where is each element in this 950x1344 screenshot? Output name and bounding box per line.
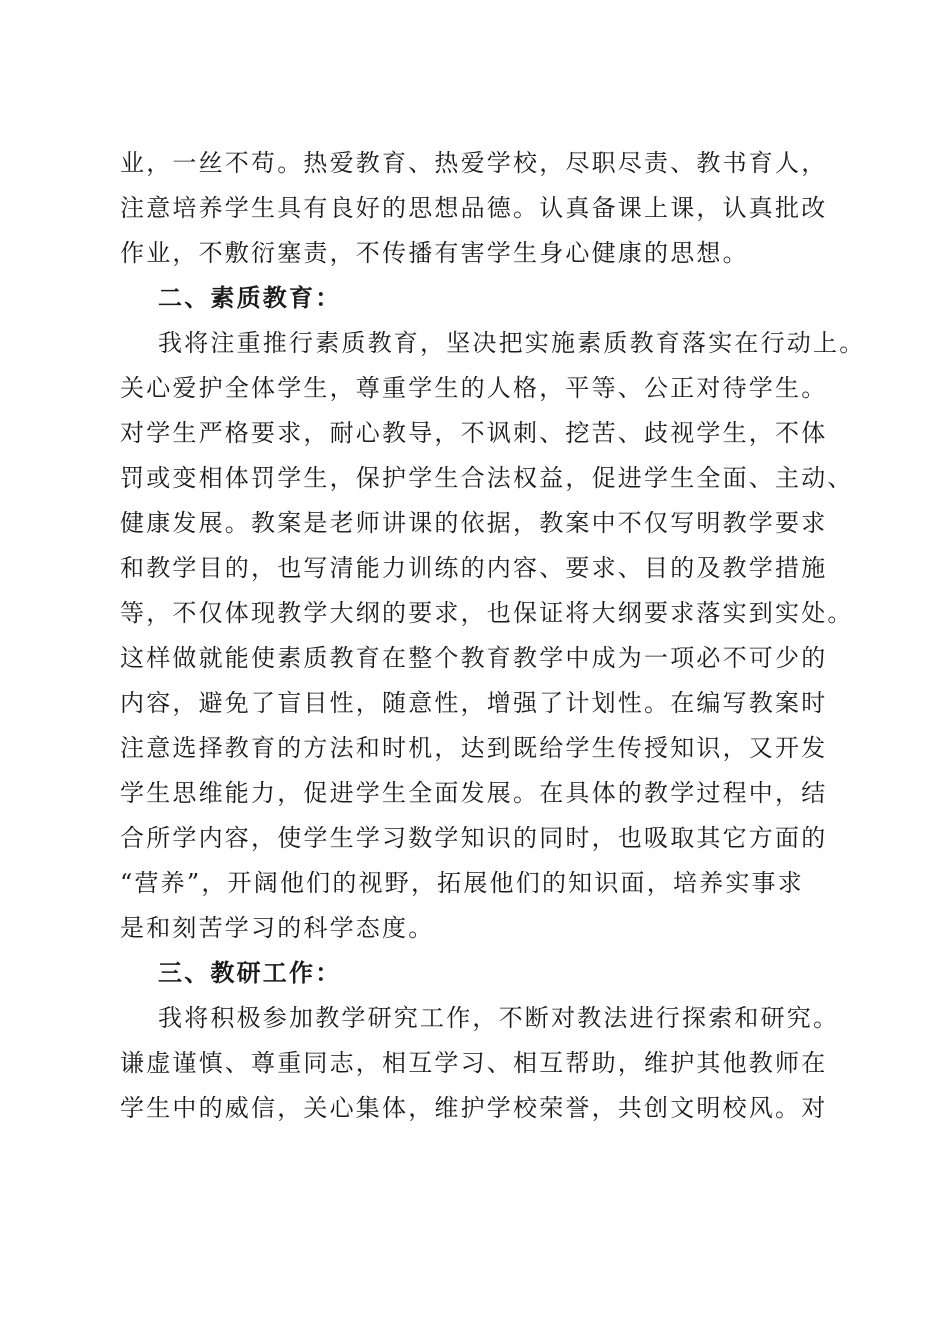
text-line: 罚或变相体罚学生，保护学生合法权益，促进学生全面、主动、 xyxy=(120,464,854,492)
text-line: 学生思维能力，促进学生全面发展。在具体的教学过程中，结 xyxy=(120,779,828,807)
text-line: 学生中的威信，关心集体，维护学校荣誉，共创文明校风。对 xyxy=(120,1094,828,1122)
section-heading-quality-education: 二、素质教育： xyxy=(158,283,342,312)
text-line: 内容，避免了盲目性，随意性，增强了计划性。在编写教案时 xyxy=(120,689,828,717)
text-line: 关心爱护全体学生，尊重学生的人格，平等、公正对待学生。 xyxy=(120,374,828,402)
text-line: 合所学内容，使学生学习数学知识的同时，也吸取其它方面的 xyxy=(120,824,828,852)
text-line: 和教学目的，也写清能力训练的内容、要求、目的及教学措施 xyxy=(120,554,828,582)
text-line: 这样做就能使素质教育在整个教育教学中成为一项必不可少的 xyxy=(120,644,828,672)
text-line: 对学生严格要求，耐心教导，不讽刺、挖苦、歧视学生，不体 xyxy=(120,419,828,447)
text-line: “营养”，开阔他们的视野，拓展他们的知识面，培养实事求 xyxy=(120,869,804,897)
text-line: 是和刻苦学习的科学态度。 xyxy=(120,914,435,942)
text-line: 等，不仅体现教学大纲的要求，也保证将大纲要求落实到实处。 xyxy=(120,599,854,627)
text-line: 谦虚谨慎、尊重同志，相互学习、相互帮助，维护其他教师在 xyxy=(120,1049,828,1077)
section-heading-teaching-research: 三、教研工作： xyxy=(158,958,342,987)
text-line: 注意选择教育的方法和时机，达到既给学生传授知识，又开发 xyxy=(120,734,828,762)
text-line: 我将积极参加教学研究工作，不断对教法进行探索和研究。 xyxy=(158,1004,840,1032)
text-line: 业，一丝不苟。热爱教育、热爱学校，尽职尽责、教书育人， xyxy=(120,149,828,177)
text-line: 健康发展。教案是老师讲课的依据，教案中不仅写明教学要求 xyxy=(120,509,828,537)
text-line: 注意培养学生具有良好的思想品德。认真备课上课，认真批改 xyxy=(120,194,828,222)
text-line: 我将注重推行素质教育，坚决把实施素质教育落实在行动上。 xyxy=(158,329,866,357)
text-line: 作业，不敷衍塞责，不传播有害学生身心健康的思想。 xyxy=(120,239,749,267)
